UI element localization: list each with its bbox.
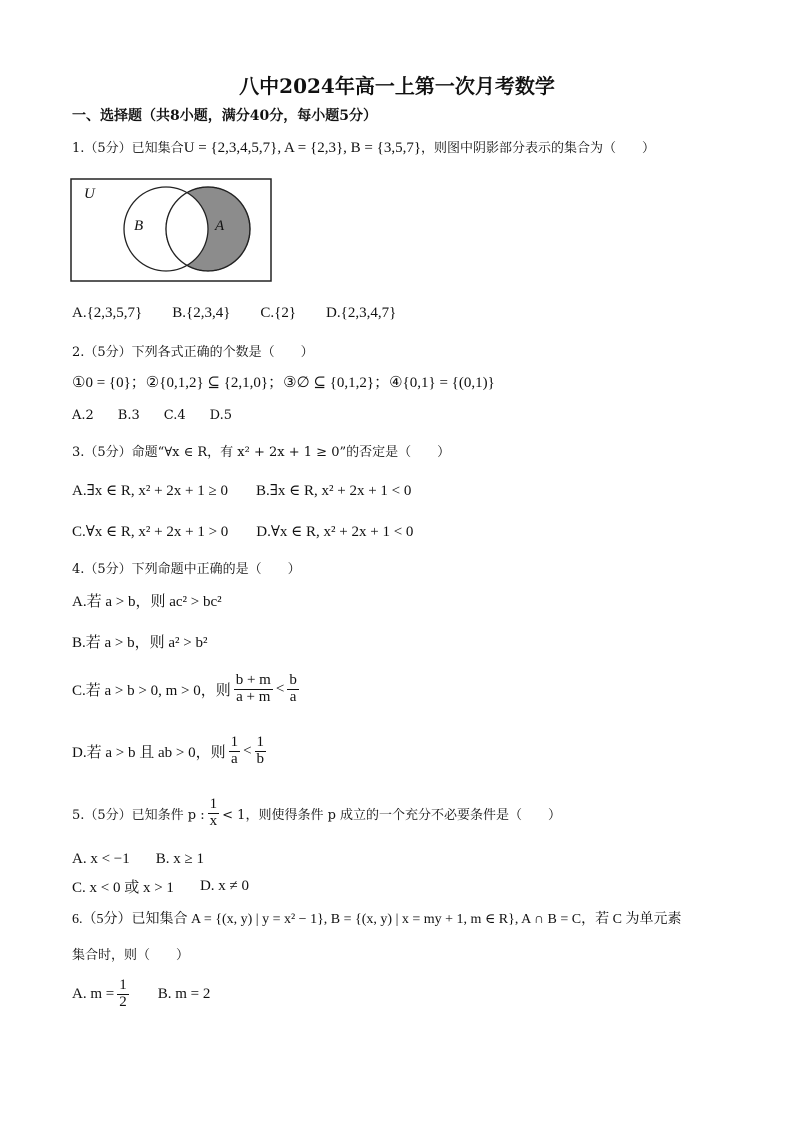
page-title: 八中2024年高一上第一次月考数学 [239, 74, 555, 98]
q4-d-relation: < [243, 742, 252, 759]
q1-option-a[interactable]: A.{2,3,5,7} [72, 305, 143, 321]
fraction-numerator: 1 [209, 796, 218, 812]
fraction-denominator: 2 [119, 993, 127, 1010]
fraction-denominator: b [256, 750, 265, 767]
q2-option-a[interactable]: A.2 [72, 408, 94, 423]
q5-options-row1 [72, 851, 204, 868]
q3-options-row2 [72, 522, 413, 541]
q6-option-b[interactable]: B. m = 2 [157, 985, 211, 1002]
q5-options-row2 [72, 876, 249, 897]
fraction-denominator: x [209, 812, 218, 829]
q2-option-d[interactable]: D.5 [209, 408, 233, 423]
venn-svg [70, 178, 272, 282]
fraction-numerator: 1 [119, 977, 127, 993]
q6-a-prefix: A. m = [72, 985, 115, 1002]
fraction-denominator: a + m [236, 688, 271, 705]
q4-d-fraction-1 [229, 735, 241, 768]
q5-option-b[interactable]: B. x ≥ 1 [155, 851, 205, 867]
venn-label-a: A [215, 218, 225, 234]
fraction-numerator: b [289, 672, 297, 688]
q5-stem-post: < 1，则使得条件 p 成立的一个充分不必要条件是（ ） [222, 807, 562, 823]
q5-option-d[interactable]: D. x ≠ 0 [199, 878, 250, 894]
question-1-stem [72, 137, 655, 157]
q4-c-prefix: C.若 a > b > 0, m > 0，则 [72, 682, 231, 699]
q1-math: U = {2,3,4,5,7}, A = {2,3}, B = {3,5,7} [183, 140, 422, 156]
q4-c-fraction-1 [234, 673, 273, 706]
q1-option-b[interactable]: B.{2,3,4} [172, 305, 231, 321]
q5-stem-pre: 5.（5分）已知条件 p : [72, 807, 205, 823]
q4-option-c[interactable] [72, 673, 302, 706]
q5-fraction [208, 797, 220, 830]
q2-options [72, 408, 232, 423]
q2-option-c[interactable]: C.4 [163, 408, 186, 423]
q3-option-d[interactable]: D.∀x ∈ R, x² + 2x + 1 < 0 [256, 524, 414, 540]
fraction-numerator: b + m [235, 672, 271, 688]
question-6-line1: 6.（5分）已知集合 A = {(x, y) | y = x² − 1}, B = {(x, y) | x = my + 1, m ∈ R}, A ∩ B = C，若 C 为单元素 [72, 912, 682, 927]
q5-option-c[interactable]: C. x < 0 或 x > 1 [72, 880, 174, 896]
q3-options-row1 [72, 481, 411, 500]
fraction-numerator: 1 [256, 734, 265, 750]
q1-tail: ，则图中阴影部分表示的集合为（ ） [421, 141, 656, 156]
q6-a-fraction [117, 978, 129, 1011]
question-6-line2: 集合时，则（ ） [72, 948, 190, 963]
q3-option-a[interactable]: A.∃x ∈ R, x² + 2x + 1 ≥ 0 [72, 483, 228, 499]
q1-option-c[interactable]: C.{2} [260, 305, 297, 321]
q4-option-b[interactable]: B.若 a > b，则 a² > b² [72, 635, 208, 651]
q2-items: ①0 = {0}；②{0,1,2} ⊆ {2,1,0}；③∅ ⊆ {0,1,2}；④{0,1} = {(0,1)} [72, 375, 495, 391]
q4-c-relation: < [275, 680, 285, 697]
question-4-stem: 4.（5分）下列命题中正确的是（ ） [72, 562, 301, 577]
q4-d-prefix: D.若 a > b 且 ab > 0，则 [72, 744, 226, 761]
venn-diagram [70, 178, 272, 282]
q4-d-fraction-2 [255, 735, 267, 768]
venn-label-u: U [84, 186, 95, 202]
q1-options [72, 305, 396, 322]
q5-option-a[interactable]: A. x < −1 [72, 851, 130, 867]
q4-option-a[interactable]: A.若 a > b，则 ac² > bc² [72, 594, 222, 610]
section-header: 一、选择题（共8小题，满分40分，每小题5分） [72, 108, 377, 124]
q6-options [72, 978, 210, 1011]
question-5-stem [72, 797, 561, 830]
venn-label-b: B [134, 218, 144, 234]
q4-c-fraction-2 [287, 673, 299, 706]
q3-option-c[interactable]: C.∀x ∈ R, x² + 2x + 1 > 0 [72, 524, 229, 540]
fraction-numerator: 1 [230, 734, 239, 750]
q1-option-d[interactable]: D.{2,3,4,7} [326, 305, 397, 321]
q3-option-b[interactable]: B.∃x ∈ R, x² + 2x + 1 < 0 [255, 483, 412, 499]
q2-option-b[interactable]: B.3 [117, 408, 140, 423]
q1-stem-text: 1.（5分）已知集合 [72, 141, 184, 156]
question-3-stem: 3.（5分）命题“∀x ∈ R，有 x² + 2x + 1 ≥ 0”的否定是（ ） [72, 445, 451, 460]
question-2-stem: 2.（5分）下列各式正确的个数是（ ） [72, 345, 314, 360]
q4-option-d[interactable] [72, 735, 269, 768]
fraction-denominator: a [230, 750, 238, 767]
fraction-denominator: a [289, 688, 297, 705]
q6-option-a[interactable] [72, 978, 132, 1011]
